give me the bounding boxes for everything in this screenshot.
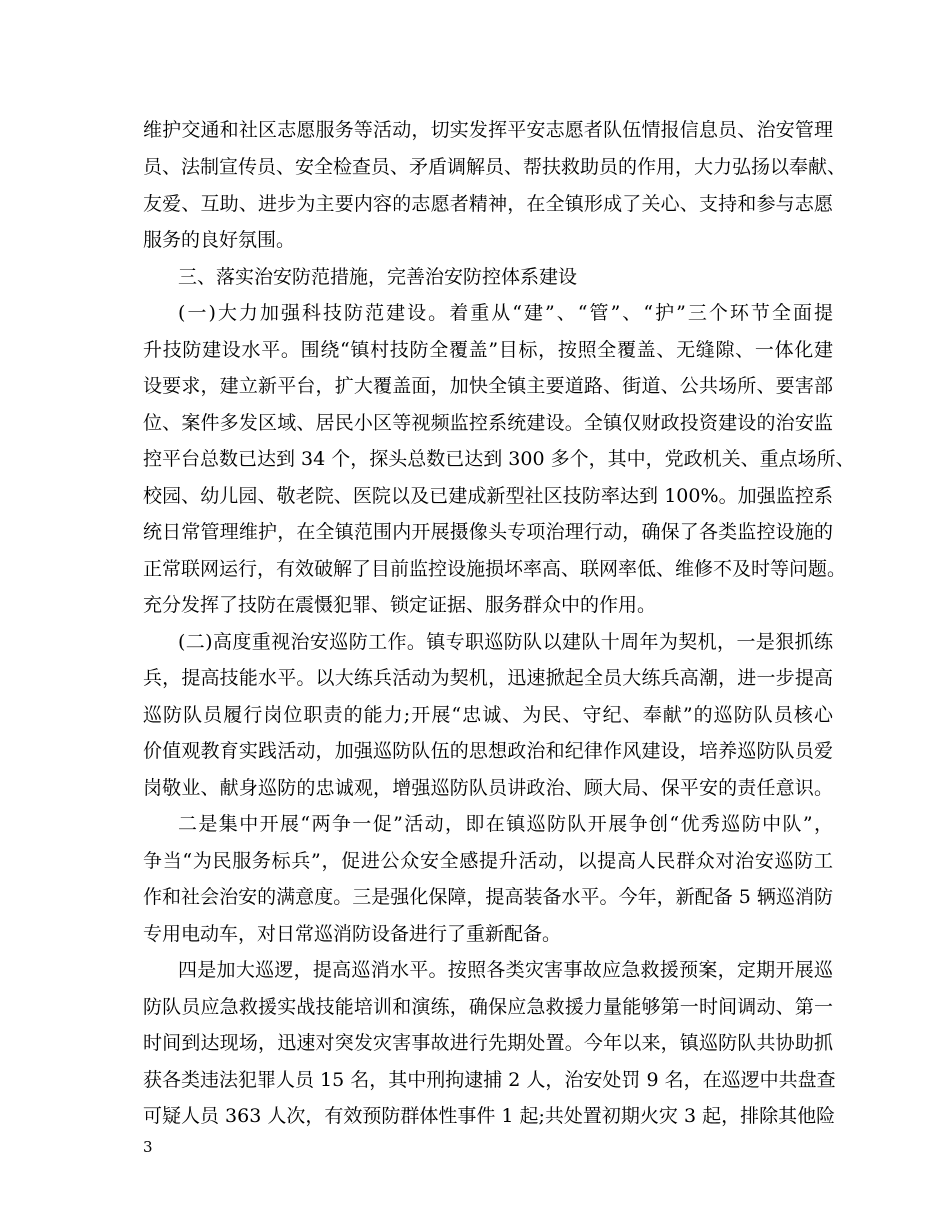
text-line: 获各类违法犯罪人员 15 名，其中刑拘逮捕 2 人，治安处罚 9 名，在巡逻中共盘查	[143, 1069, 836, 1091]
text-line: 维护交通和社区志愿服务等活动，切实发挥平安志愿者队伍情报信息员、治安管理	[143, 119, 833, 141]
text-line: 服务的良好氛围。	[143, 229, 296, 251]
text-line: 正常联网运行，有效破解了目前监控设施损坏率高、联网率低、维修不及时等问题。	[143, 558, 847, 580]
text-line: 巡防队员履行岗位职责的能力;开展“忠诚、为民、守纪、奉献”的巡防队员核心	[143, 704, 833, 726]
text-line: 专用电动车，对日常巡消防设备进行了重新配备。	[143, 923, 562, 945]
text-line: 校园、幼儿园、敬老院、医院以及已建成新型社区技防率达到 100%。加强监控系	[143, 485, 833, 507]
text-line: 防队员应急救援实战技能培训和演练，确保应急救援力量能够第一时间调动、第一	[143, 996, 833, 1018]
text-line: 价值观教育实践活动，加强巡防队伍的思想政治和纪律作风建设，培养巡防队员爱	[143, 740, 833, 762]
section-heading: 三、落实治安防范措施，完善治安防控体系建设	[178, 266, 578, 288]
text-line: 二是集中开展“两争一促”活动，即在镇巡防队开展争创“优秀巡防中队”，	[178, 813, 833, 835]
text-line: 四是加大巡逻，提高巡消水平。按照各类灾害事故应急救援预案，定期开展巡	[178, 959, 833, 981]
text-line: 控平台总数已达到 34 个，探头总数已达到 300 多个，其中，党政机关、重点场所、	[143, 448, 855, 470]
text-line: 员、法制宣传员、安全检查员、矛盾调解员、帮扶救助员的作用，大力弘扬以奉献、	[143, 156, 847, 178]
page-number: 3	[143, 1138, 153, 1156]
text-line: 争当“为民服务标兵”，促进公众安全感提升活动，以提高人民群众对治安巡防工	[143, 850, 833, 872]
text-line: 升技防建设水平。围绕“镇村技防全覆盖”目标，按照全覆盖、无缝隙、一体化建	[143, 339, 833, 361]
text-line: (一)大力加强科技防范建设。着重从“建”、“管”、“护”三个环节全面提	[178, 302, 833, 324]
text-line: 友爱、互助、进步为主要内容的志愿者精神，在全镇形成了关心、支持和参与志愿	[143, 193, 833, 215]
text-line: 作和社会治安的满意度。三是强化保障，提高装备水平。今年，新配备 5 辆巡消防	[143, 886, 833, 908]
text-line: (二)高度重视治安巡防工作。镇专职巡防队以建队十周年为契机，一是狠抓练	[178, 631, 833, 653]
text-line: 时间到达现场，迅速对突发灾害事故进行先期处置。今年以来，镇巡防队共协助抓	[143, 1032, 833, 1054]
text-line: 位、案件多发区域、居民小区等视频监控系统建设。全镇仅财政投资建设的治安监	[143, 412, 833, 434]
text-line: 兵，提高技能水平。以大练兵活动为契机，迅速掀起全员大练兵高潮，进一步提高	[143, 667, 833, 689]
text-line: 可疑人员 363 人次，有效预防群体性事件 1 起;共处置初期火灾 3 起，排除其他险	[143, 1105, 836, 1127]
text-line: 充分发挥了技防在震慑犯罪、锁定证据、服务群众中的作用。	[143, 594, 657, 616]
text-line: 岗敬业、献身巡防的忠诚观，增强巡防队员讲政治、顾大局、保平安的责任意识。	[143, 777, 833, 799]
text-line: 统日常管理维护，在全镇范围内开展摄像头专项治理行动，确保了各类监控设施的	[143, 521, 833, 543]
text-line: 设要求，建立新平台，扩大覆盖面，加快全镇主要道路、街道、公共场所、要害部	[143, 375, 833, 397]
